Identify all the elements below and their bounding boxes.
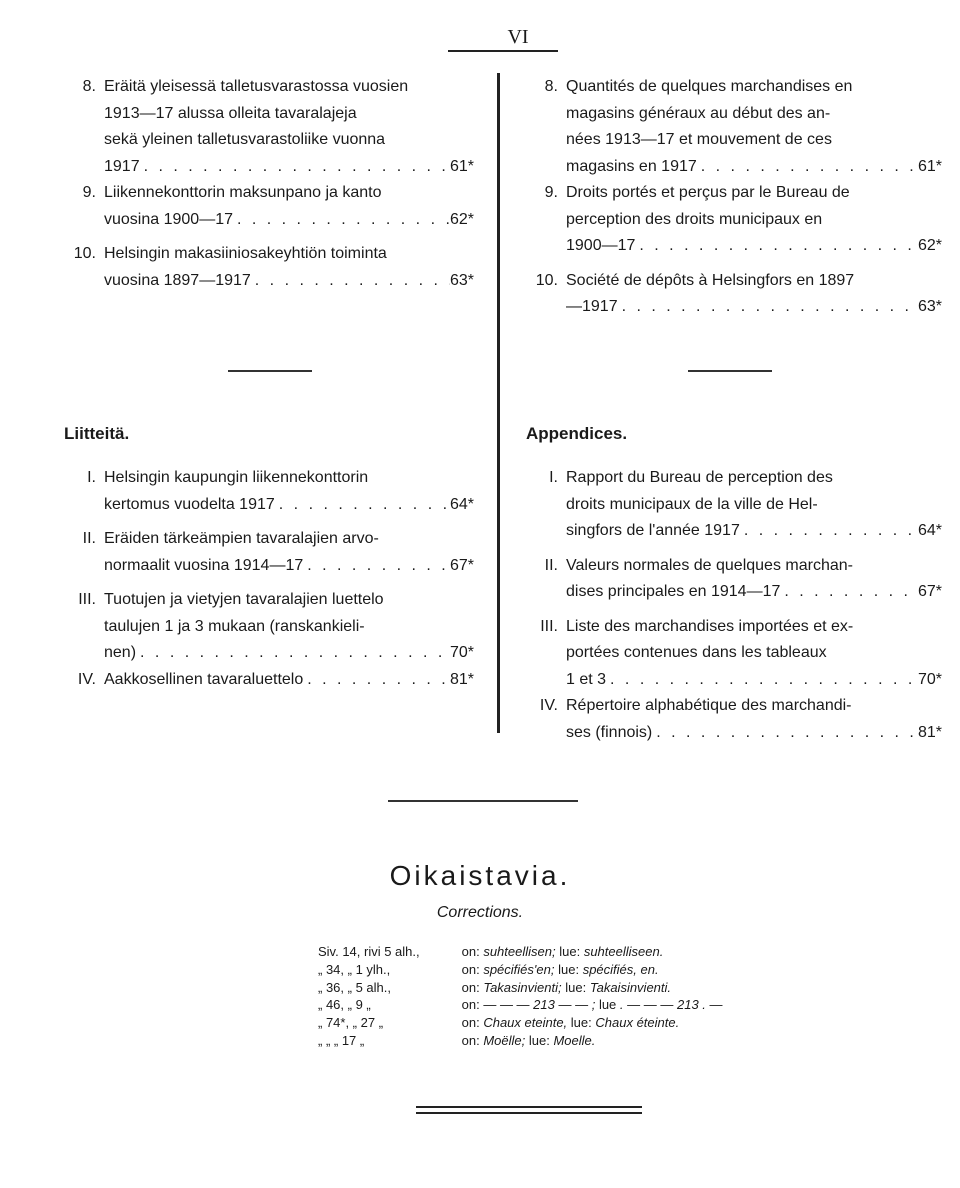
page-ref: 67* xyxy=(449,556,474,574)
entry-line: portées contenues dans les tableaux xyxy=(566,644,827,661)
correction-wrong: spécifiés'en; xyxy=(483,961,555,977)
correction-row xyxy=(318,996,723,1014)
dot-leader xyxy=(618,294,918,321)
dot-leader xyxy=(740,518,918,545)
entry-last-line xyxy=(566,667,942,694)
correction-wrong: suhteellisen; xyxy=(483,944,556,959)
correction-right: spécifiés, en. xyxy=(582,961,659,977)
left-appendices xyxy=(64,465,474,693)
page-ref: 70* xyxy=(917,670,942,688)
correction-row xyxy=(318,979,723,997)
toc-entry xyxy=(64,526,474,579)
correction-ref: „ 34, „ 1 ylh., xyxy=(318,961,391,977)
entry-line: Eräiden tärkeämpien tavaralajien arvo- xyxy=(104,530,379,547)
page-ref: 61* xyxy=(917,157,942,175)
page-number: VI xyxy=(507,26,529,48)
entry-line: Liste des marchandises importées et ex- xyxy=(566,617,854,635)
entry-gap xyxy=(64,518,474,526)
correction-on: on: xyxy=(461,979,480,995)
entry-line: Valeurs normales de quelques marchan- xyxy=(566,556,853,574)
page-ref: 63* xyxy=(449,271,474,289)
dot-leader xyxy=(275,492,450,519)
correction-ref: „ „ „ 17 „ xyxy=(318,1032,365,1048)
entry-text: normaalit vuosina 1914—17 xyxy=(104,556,304,574)
entry-text: vuosina 1897—1917 xyxy=(104,271,251,289)
entry-number: I. xyxy=(87,469,96,486)
toc-entry xyxy=(64,241,474,294)
page-ref: 64* xyxy=(917,522,942,539)
entry-line: Helsingin kaupungin liikennekonttorin xyxy=(104,469,369,486)
correction-wrong: Takasinvienti; xyxy=(483,979,562,995)
entry-text: 1917 xyxy=(104,157,140,175)
entry-gap xyxy=(526,545,942,553)
entry-line: 1913—17 alussa olleita tavaralajeja xyxy=(104,104,357,122)
toc-entry xyxy=(526,693,942,746)
correction-wrong: Chaux eteinte, xyxy=(483,1015,568,1031)
entry-number: I. xyxy=(549,469,558,486)
end-rule-top xyxy=(416,1106,642,1108)
entry-line: magasins généraux au début des an- xyxy=(566,104,831,122)
entry-text: —1917 xyxy=(566,298,618,315)
entry-text: kertomus vuodelta 1917 xyxy=(104,495,275,513)
entry-text: ses (finnois) xyxy=(566,723,653,741)
entry-gap xyxy=(526,606,942,614)
corrections-rule xyxy=(388,800,578,802)
correction-right: . — — — 213 . — xyxy=(619,997,723,1013)
right-toc xyxy=(526,74,942,321)
entry-last-line xyxy=(566,154,942,181)
entry-line: sekä yleinen talletusvarastoliike vuonna xyxy=(104,131,386,148)
entry-last-line xyxy=(566,294,942,321)
entry-line: perception des droits municipaux en xyxy=(566,210,823,228)
entry-line: Répertoire alphabétique des marchandi- xyxy=(566,697,852,714)
page-ref: 81* xyxy=(449,670,474,688)
entry-text: dises principales en 1914—17 xyxy=(566,583,781,600)
correction-wrong: — — — 213 — — ; xyxy=(483,997,596,1013)
correction-right: suhteelliseen. xyxy=(583,944,664,959)
correction-right: Chaux éteinte. xyxy=(595,1015,680,1031)
page-ref: 64* xyxy=(449,495,474,513)
correction-row xyxy=(318,1014,723,1032)
entry-number: III. xyxy=(78,591,96,608)
entry-text: magasins en 1917 xyxy=(566,157,697,175)
entry-number: 8. xyxy=(82,78,96,95)
dot-leader xyxy=(136,640,450,667)
correction-ref: „ 74*, „ 27 „ xyxy=(318,1015,384,1031)
entry-last-line xyxy=(566,518,942,545)
left-heading: Liitteitä. xyxy=(64,424,130,443)
toc-entry xyxy=(526,180,942,260)
right-heading: Appendices. xyxy=(526,424,628,443)
entry-text: Aakkosellinen tavaraluettelo xyxy=(104,670,304,688)
entry-number: II. xyxy=(82,530,96,547)
correction-lue: lue: xyxy=(570,1015,592,1031)
toc-entry xyxy=(64,465,474,518)
correction-right: Moelle. xyxy=(553,1032,596,1048)
dot-leader xyxy=(140,154,450,181)
page-ref: 63* xyxy=(917,298,942,315)
toc-entry xyxy=(526,465,942,545)
section-rule-left xyxy=(228,370,312,372)
entry-last-line xyxy=(104,207,474,234)
column-divider xyxy=(497,73,500,733)
entry-gap xyxy=(64,233,474,241)
entry-line: taulujen 1 ja 3 mukaan (ranskankieli- xyxy=(104,617,365,635)
dot-leader xyxy=(652,720,918,747)
entry-last-line xyxy=(566,720,942,747)
dot-leader xyxy=(697,154,918,181)
correction-row xyxy=(318,1032,723,1050)
entry-number: 9. xyxy=(544,184,558,201)
correction-ref: „ 36, „ 5 alh., xyxy=(318,979,391,995)
correction-on: on: xyxy=(461,997,480,1013)
section-rule-right xyxy=(688,370,772,372)
entry-line: Tuotujen ja vietyjen tavaralajien luettelo xyxy=(104,591,384,608)
corrections-title: Oikaistavia. xyxy=(389,860,571,891)
toc-entry xyxy=(64,587,474,667)
entry-number: IV. xyxy=(539,697,558,714)
dot-leader xyxy=(635,233,918,260)
correction-wrong: Moëlle; xyxy=(483,1032,526,1048)
entry-last-line xyxy=(104,553,474,580)
entry-line: Société de dépôts à Helsingfors en 1897 xyxy=(566,271,855,289)
entry-last-line xyxy=(104,640,474,667)
entry-number: II. xyxy=(544,556,558,574)
entry-line: Quantités de quelques marchandises en xyxy=(566,78,853,95)
entry-last-line xyxy=(104,492,474,519)
dot-leader xyxy=(780,579,918,606)
entry-line: Rapport du Bureau de perception des xyxy=(566,469,833,486)
page-ref: 62* xyxy=(449,210,474,228)
page-ref: 81* xyxy=(917,723,942,741)
entry-gap xyxy=(526,260,942,268)
page-ref: 62* xyxy=(917,237,942,254)
page-ref: 67* xyxy=(917,583,942,600)
entry-last-line xyxy=(104,667,474,694)
entry-line: Liikennekonttorin maksunpano ja kanto xyxy=(104,184,382,201)
correction-on: on: xyxy=(461,944,480,959)
page-ref: 61* xyxy=(449,157,474,175)
entry-number: 10. xyxy=(73,245,96,262)
entry-text: singfors de l'année 1917 xyxy=(566,522,740,539)
end-rule-bottom xyxy=(416,1112,642,1114)
dot-leader xyxy=(233,207,450,234)
toc-entry xyxy=(64,667,474,694)
correction-lue: lue xyxy=(598,997,617,1013)
entry-number: IV. xyxy=(77,670,96,688)
entry-text: 1 et 3 xyxy=(566,670,607,688)
correction-on: on: xyxy=(461,1032,480,1048)
correction-ref: „ 46, „ 9 „ xyxy=(318,997,371,1013)
entry-last-line xyxy=(566,579,942,606)
toc-entry xyxy=(526,268,942,321)
corrections-list xyxy=(318,943,723,1050)
dot-leader xyxy=(303,553,450,580)
dot-leader xyxy=(303,667,450,694)
correction-lue: lue: xyxy=(559,944,581,959)
entry-line: Eräitä yleisessä talletusvarastossa vuosien xyxy=(104,78,409,95)
correction-lue: lue: xyxy=(565,979,587,995)
correction-right: Takaisinvienti. xyxy=(589,979,672,995)
entry-number: III. xyxy=(540,617,558,635)
entry-number: 10. xyxy=(535,271,558,289)
toc-entry xyxy=(64,180,474,233)
entry-last-line xyxy=(104,268,474,295)
toc-entry xyxy=(64,74,474,180)
entry-gap xyxy=(64,579,474,587)
entry-text: 1900—17 xyxy=(566,237,636,254)
entry-last-line xyxy=(104,154,474,181)
corrections-subtitle: Corrections. xyxy=(436,904,524,921)
dot-leader xyxy=(606,667,918,694)
entry-last-line xyxy=(566,233,942,260)
entry-line: Helsingin makasiiniosakeyhtiön toiminta xyxy=(104,245,387,262)
correction-on: on: xyxy=(461,1015,480,1031)
correction-lue: lue: xyxy=(558,961,580,977)
entry-number: 8. xyxy=(544,78,558,95)
left-toc xyxy=(64,74,474,294)
dot-leader xyxy=(251,268,450,295)
page-ref: 70* xyxy=(449,644,474,661)
entry-number: 9. xyxy=(82,184,96,201)
toc-entry xyxy=(526,614,942,694)
right-appendices xyxy=(526,465,942,746)
correction-lue: lue: xyxy=(528,1032,550,1048)
correction-row xyxy=(318,961,723,979)
entry-text: vuosina 1900—17 xyxy=(104,210,233,228)
correction-ref: Siv. 14, rivi 5 alh., xyxy=(318,944,420,959)
correction-row xyxy=(318,943,723,961)
page-number-rule xyxy=(448,50,558,52)
toc-entry xyxy=(526,553,942,606)
entry-line: droits municipaux de la ville de Hel- xyxy=(566,495,818,513)
entry-line: Droits portés et perçus par le Bureau de xyxy=(566,184,850,201)
entry-text: nen) xyxy=(104,644,137,661)
toc-entry xyxy=(526,74,942,180)
entry-line: nées 1913—17 et mouvement de ces xyxy=(566,131,832,148)
correction-on: on: xyxy=(461,961,480,977)
